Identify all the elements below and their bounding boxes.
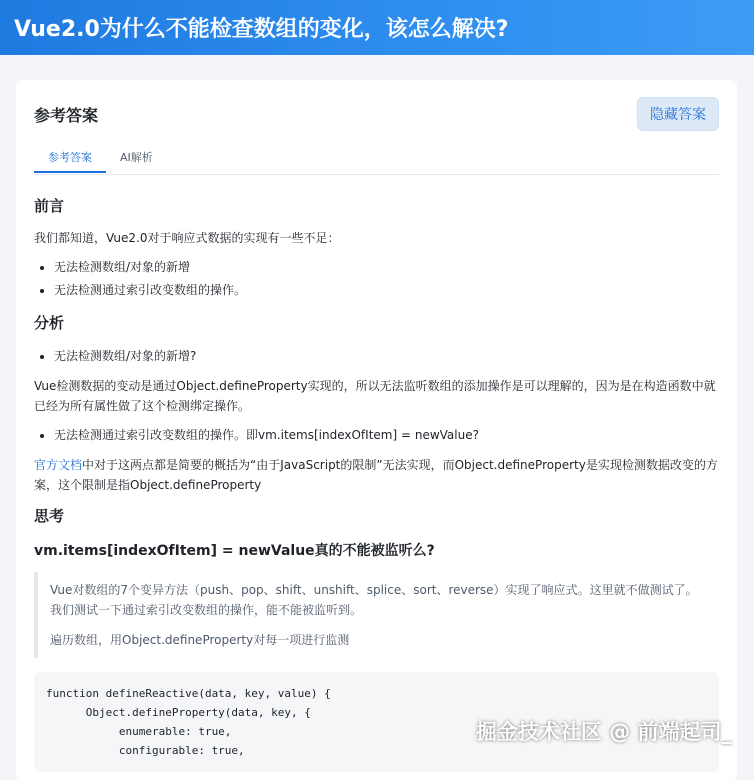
question-heading: vm.items[indexOfItem] = newValue真的不能被监听么? xyxy=(34,543,435,559)
card-title: 参考答案 xyxy=(34,105,99,125)
watermark: 掘金技术社区 @ 前端起司_ xyxy=(475,720,732,744)
list-item: • 无法检测数组/对象的新增? xyxy=(54,345,719,368)
preface-heading: 前言 xyxy=(34,197,65,215)
tab-bar xyxy=(34,148,719,175)
blockquote xyxy=(34,572,719,658)
analysis-list-2 xyxy=(34,424,719,447)
answer-card xyxy=(16,80,737,780)
analysis-heading: 分析 xyxy=(34,314,65,332)
list-item: • 无法检测通过索引改变数组的操作。即vm.items[indexOfItem] = newValue? xyxy=(54,424,719,447)
analysis-paragraph-1: Vue检测数据的变动是通过Object.defineProperty实现的，所以无法监听数组的添加操作是可以理解的，因为是在构造函数中就已经为所有属性做了这个检测绑定操作。 xyxy=(34,379,716,413)
preface-intro: 我们都知道，Vue2.0对于响应式数据的实现有一些不足： xyxy=(34,231,340,245)
hide-answer-button[interactable]: 隐藏答案 xyxy=(637,97,719,131)
tab-reference-answer[interactable]: 参考答案 xyxy=(34,148,106,173)
thinking-heading: 思考 xyxy=(34,507,65,525)
quote-paragraph-1: Vue对数组的7个变异方法（push、pop、shift、unshift、splice、sort、reverse）实现了响应式。这里就不做测试了。我们测试一下通过索引改变数组的操作，能不能被监听到。 xyxy=(50,583,698,617)
analysis-list-1 xyxy=(34,345,719,368)
page-title: Vue2.0为什么不能检查数组的变化，该怎么解决? xyxy=(14,17,509,42)
official-docs-link[interactable]: 官方文档 xyxy=(34,458,83,472)
list-item: • 无法检测通过索引改变数组的操作。 xyxy=(54,279,719,302)
list-item: • 无法检测数组/对象的新增 xyxy=(54,256,719,279)
code-line: configurable: true, xyxy=(46,744,245,757)
code-line: function defineReactive(data, key, value) { xyxy=(46,687,331,700)
card-header xyxy=(34,80,719,148)
code-line: Object.defineProperty(data, key, { xyxy=(46,706,311,719)
title-banner xyxy=(0,0,754,55)
analysis-paragraph-2 xyxy=(34,455,719,495)
tab-ai-analysis[interactable]: AI解析 xyxy=(120,151,153,164)
preface-list xyxy=(34,256,719,302)
quote-paragraph-2: 遍历数组，用Object.defineProperty对每一项进行监测 xyxy=(50,633,350,647)
analysis-paragraph-2-text: 中对于这两点都是简要的概括为“由于JavaScript的限制”无法实现，而Object.defineProperty是实现检测数据改变的方案，这个限制是指Object.defineProperty xyxy=(34,458,718,492)
answer-content xyxy=(34,175,719,772)
code-line: enumerable: true, xyxy=(46,725,232,738)
